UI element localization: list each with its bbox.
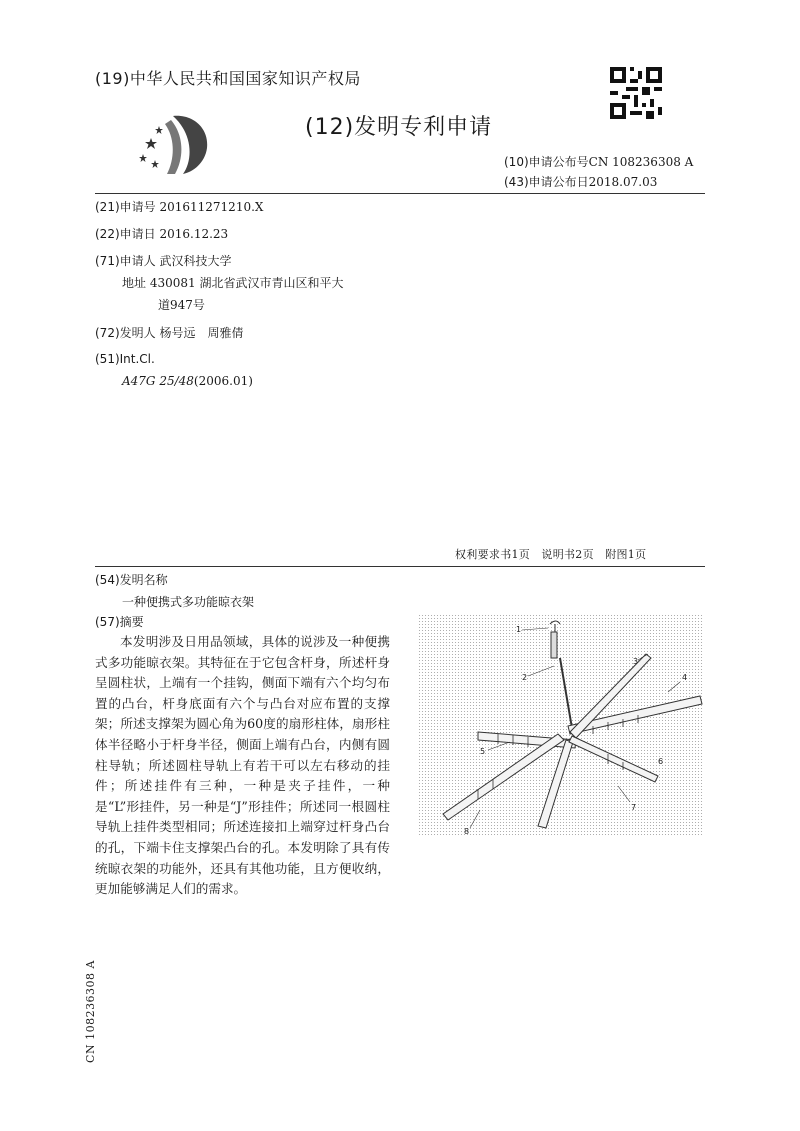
inventor-row	[95, 323, 243, 343]
ipc-class: A47G 25/48	[122, 374, 194, 388]
abstract-text: 本发明涉及日用品领域，具体的说涉及一种便携式多功能晾衣架。其特征在于它包含杆身，所述杆身呈圆柱状，上端有一个挂钩，侧面下端有六个均匀布置的凸台，杆身底面有六个与凸台对应布置的支撑架；所述支撑架为圆心角为60度的扇形柱体，扇形柱体半径略小于杆身半径，侧面上端有凸台，内侧有圆柱导轨；所述圆柱导轨上有若干可以左右移动的挂件；所述挂件有三种，一种是夹子挂件，一种是“L”形挂件，另一种是“J”形挂件；所述同一根圆柱导轨上挂件类型相同；所述连接扣上端穿过杆身凸台的孔，下端卡住支撑架凸台的孔。本发明除了具有传统晾衣架的功能外，还具有其他功能，且方便收纳，更加能够满足人们的需求。	[95, 634, 390, 897]
application-date: 2016.12.23	[159, 227, 229, 241]
applicant-label: (71)申请人	[95, 254, 156, 268]
invention-title-label: (54)发明名称	[95, 573, 168, 587]
publication-block	[504, 152, 693, 192]
address-row	[122, 273, 343, 293]
figure-label-5: 5	[480, 747, 486, 756]
application-number: 201611271210.X	[159, 200, 264, 214]
application-date-row	[95, 224, 228, 244]
ipc-classification	[122, 371, 253, 391]
address-label: 地址	[122, 276, 147, 290]
abstract-drawing	[418, 614, 703, 836]
address-line-1: 430081 湖北省武汉市青山区和平大	[149, 276, 344, 290]
publication-date-label: (43)申请公布日	[504, 175, 589, 189]
side-publication-number: CN 108236308 A	[84, 960, 97, 1063]
application-number-row	[95, 197, 263, 217]
publication-number: CN 108236308 A	[588, 155, 694, 169]
patent-office-name: (19)中华人民共和国国家知识产权局	[95, 69, 361, 88]
address-line-2: 道947号	[158, 298, 205, 312]
qr-code	[610, 67, 662, 119]
figure-label-8: 8	[464, 827, 470, 836]
applicant: 武汉科技大学	[159, 254, 232, 268]
application-number-label: (21)申请号	[95, 200, 156, 214]
inventors: 杨号远 周雅倩	[159, 326, 244, 340]
abstract-label: (57)摘要	[95, 615, 144, 629]
figure-label-4: 4	[682, 673, 688, 682]
publication-number-row	[504, 152, 693, 172]
section-divider	[95, 566, 705, 567]
figure-label-2: 2	[522, 673, 528, 682]
ipc-version: (2006.01)	[193, 374, 253, 388]
applicant-row	[95, 251, 231, 271]
ipc-label: (51)Int.Cl.	[95, 352, 155, 366]
abstract-body	[95, 632, 390, 900]
cnipa-logo	[135, 108, 215, 178]
figure-label-7: 7	[631, 803, 637, 812]
figure-label-6: 6	[658, 757, 664, 766]
page-count-info: 权利要求书1页 说明书2页 附图1页	[455, 548, 647, 561]
publication-number-label: (10)申请公布号	[504, 155, 589, 169]
publication-date: 2018.07.03	[588, 175, 658, 189]
figure-label-3: 3	[633, 657, 639, 666]
application-date-label: (22)申请日	[95, 227, 156, 241]
figure-label-1: 1	[516, 625, 522, 634]
invention-title: 一种便携式多功能晾衣架	[122, 595, 255, 609]
publication-date-row	[504, 172, 693, 192]
ipc-row	[95, 349, 155, 369]
header-divider	[95, 193, 705, 194]
inventor-label: (72)发明人	[95, 326, 156, 340]
document-type: (12)发明专利申请	[305, 115, 493, 140]
